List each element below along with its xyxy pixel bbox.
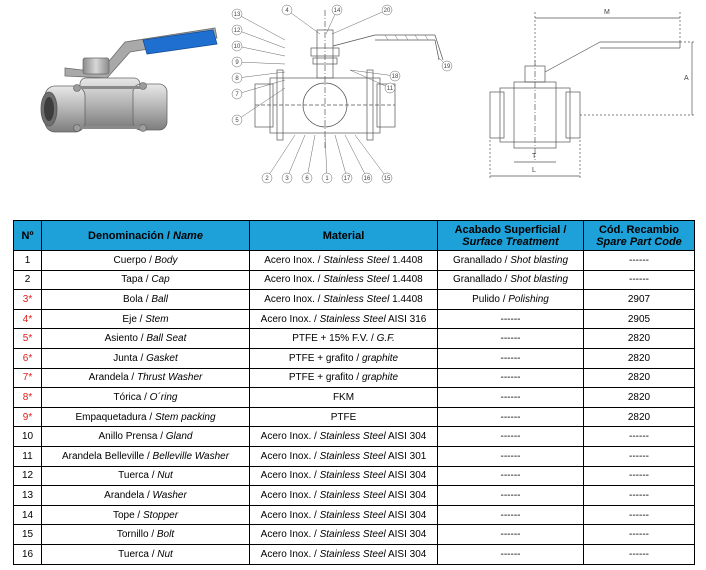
row-number: 11 — [14, 446, 42, 466]
callout-number: 13 — [233, 12, 241, 18]
callout-number: 9 — [235, 60, 239, 66]
row-spare-code: ------ — [584, 446, 695, 466]
callout-number: 15 — [383, 176, 391, 182]
row-spare-code: ------ — [584, 544, 695, 564]
header-spare-part-code: Cód. Recambio Spare Part Code — [584, 221, 695, 251]
row-spare-code: ------ — [584, 270, 695, 290]
callout-number: 16 — [363, 176, 371, 182]
row-material: Acero Inox. / Stainless Steel 1.4408 — [250, 251, 438, 271]
row-name: Arandela Belleville / Belleville Washer — [42, 446, 250, 466]
row-surface-treatment: ------ — [438, 427, 584, 447]
row-number: 3* — [14, 290, 42, 310]
row-spare-code: ------ — [584, 505, 695, 525]
callout-number: 8 — [235, 76, 239, 82]
dimension-t-label: T — [532, 153, 537, 160]
row-name: Tapa / Cap — [42, 270, 250, 290]
callout-number: 1 — [325, 176, 329, 182]
table-row — [14, 348, 695, 368]
row-surface-treatment: ------ — [438, 329, 584, 349]
row-number: 2 — [14, 270, 42, 290]
row-material: Acero Inox. / Stainless Steel AISI 304 — [250, 505, 438, 525]
dimension-m-label: M — [604, 9, 610, 16]
dimension-l-label: L — [532, 167, 536, 174]
table-row — [14, 446, 695, 466]
row-spare-code: ------ — [584, 466, 695, 486]
row-surface-treatment: ------ — [438, 486, 584, 506]
callout-number: 4 — [285, 8, 289, 14]
row-material: Acero Inox. / Stainless Steel AISI 301 — [250, 446, 438, 466]
table-row — [14, 368, 695, 388]
row-surface-treatment: Granallado / Shot blasting — [438, 251, 584, 271]
row-surface-treatment: ------ — [438, 348, 584, 368]
row-name: Tórica / O´ring — [42, 388, 250, 408]
row-spare-code: ------ — [584, 251, 695, 271]
header-number: Nº — [14, 221, 42, 251]
callout-number: 2 — [265, 176, 269, 182]
row-spare-code: 2820 — [584, 407, 695, 427]
row-spare-code: ------ — [584, 486, 695, 506]
row-material: FKM — [250, 388, 438, 408]
row-name: Tornillo / Bolt — [42, 525, 250, 545]
callout-number: 5 — [235, 118, 239, 124]
row-name: Arandela / Washer — [42, 486, 250, 506]
row-surface-treatment: ------ — [438, 525, 584, 545]
callout-number: 12 — [233, 28, 241, 34]
row-spare-code: 2820 — [584, 329, 695, 349]
row-surface-treatment: ------ — [438, 368, 584, 388]
row-material: Acero Inox. / Stainless Steel AISI 316 — [250, 309, 438, 329]
row-material: PTFE + grafito / graphite — [250, 368, 438, 388]
row-spare-code: ------ — [584, 525, 695, 545]
row-number: 16 — [14, 544, 42, 564]
row-surface-treatment: ------ — [438, 505, 584, 525]
table-row — [14, 290, 695, 310]
row-name: Eje / Stem — [42, 309, 250, 329]
row-number: 5* — [14, 329, 42, 349]
table-row — [14, 251, 695, 271]
row-surface-treatment: Pulido / Polishing — [438, 290, 584, 310]
callout-number: 18 — [391, 74, 399, 80]
row-name: Asiento / Ball Seat — [42, 329, 250, 349]
row-surface-treatment: ------ — [438, 446, 584, 466]
row-surface-treatment: ------ — [438, 388, 584, 408]
callout-number: 20 — [383, 8, 391, 14]
row-spare-code: 2820 — [584, 368, 695, 388]
row-name: Cuerpo / Body — [42, 251, 250, 271]
row-number: 15 — [14, 525, 42, 545]
callout-number: 7 — [235, 92, 239, 98]
row-name: Anillo Prensa / Gland — [42, 427, 250, 447]
row-name: Empaquetadura / Stem packing — [42, 407, 250, 427]
row-material: PTFE — [250, 407, 438, 427]
callout-number: 19 — [443, 64, 451, 70]
row-number: 1 — [14, 251, 42, 271]
row-number: 9* — [14, 407, 42, 427]
callout-number: 3 — [285, 176, 289, 182]
table-row — [14, 329, 695, 349]
dimension-drawing — [470, 0, 700, 210]
row-spare-code: 2820 — [584, 348, 695, 368]
table-row — [14, 388, 695, 408]
row-surface-treatment: ------ — [438, 466, 584, 486]
callout-number: 10 — [233, 44, 241, 50]
callout-number: 17 — [343, 176, 351, 182]
table-row — [14, 270, 695, 290]
table-row — [14, 466, 695, 486]
row-number: 4* — [14, 309, 42, 329]
table-header-row — [14, 221, 695, 251]
row-material: Acero Inox. / Stainless Steel AISI 304 — [250, 427, 438, 447]
row-surface-treatment: Granallado / Shot blasting — [438, 270, 584, 290]
table-row — [14, 525, 695, 545]
row-spare-code: 2907 — [584, 290, 695, 310]
table-row — [14, 486, 695, 506]
row-name: Arandela / Thrust Washer — [42, 368, 250, 388]
row-surface-treatment: ------ — [438, 544, 584, 564]
dimension-a-label: A — [684, 75, 689, 82]
row-name: Bola / Ball — [42, 290, 250, 310]
valve-photo — [25, 0, 225, 210]
row-surface-treatment: ------ — [438, 309, 584, 329]
header-name: Denominación / Name — [42, 221, 250, 251]
callout-number: 14 — [333, 8, 341, 14]
row-material: PTFE + grafito / graphite — [250, 348, 438, 368]
row-surface-treatment: ------ — [438, 407, 584, 427]
row-number: 6* — [14, 348, 42, 368]
row-material: Acero Inox. / Stainless Steel 1.4408 — [250, 290, 438, 310]
row-number: 8* — [14, 388, 42, 408]
callout-number: 6 — [305, 176, 309, 182]
row-number: 12 — [14, 466, 42, 486]
header-surface-treatment: Acabado Superficial / Surface Treatment — [438, 221, 584, 251]
row-number: 13 — [14, 486, 42, 506]
table-row — [14, 505, 695, 525]
row-material: Acero Inox. / Stainless Steel AISI 304 — [250, 486, 438, 506]
row-spare-code: 2820 — [584, 388, 695, 408]
row-spare-code: 2905 — [584, 309, 695, 329]
row-material: Acero Inox. / Stainless Steel AISI 304 — [250, 525, 438, 545]
row-spare-code: ------ — [584, 427, 695, 447]
row-name: Tope / Stopper — [42, 505, 250, 525]
row-name: Junta / Gasket — [42, 348, 250, 368]
header-material: Material — [250, 221, 438, 251]
row-material: Acero Inox. / Stainless Steel AISI 304 — [250, 544, 438, 564]
row-name: Tuerca / Nut — [42, 466, 250, 486]
table-row — [14, 544, 695, 564]
row-material: Acero Inox. / Stainless Steel 1.4408 — [250, 270, 438, 290]
table-row — [14, 427, 695, 447]
table-row — [14, 309, 695, 329]
row-material: Acero Inox. / Stainless Steel AISI 304 — [250, 466, 438, 486]
exploded-drawing — [225, 0, 460, 210]
parts-table — [13, 220, 695, 565]
row-material: PTFE + 15% F.V. / G.F. — [250, 329, 438, 349]
table-row — [14, 407, 695, 427]
row-number: 10 — [14, 427, 42, 447]
callout-number: 11 — [386, 86, 394, 92]
row-number: 7* — [14, 368, 42, 388]
row-name: Tuerca / Nut — [42, 544, 250, 564]
row-number: 14 — [14, 505, 42, 525]
